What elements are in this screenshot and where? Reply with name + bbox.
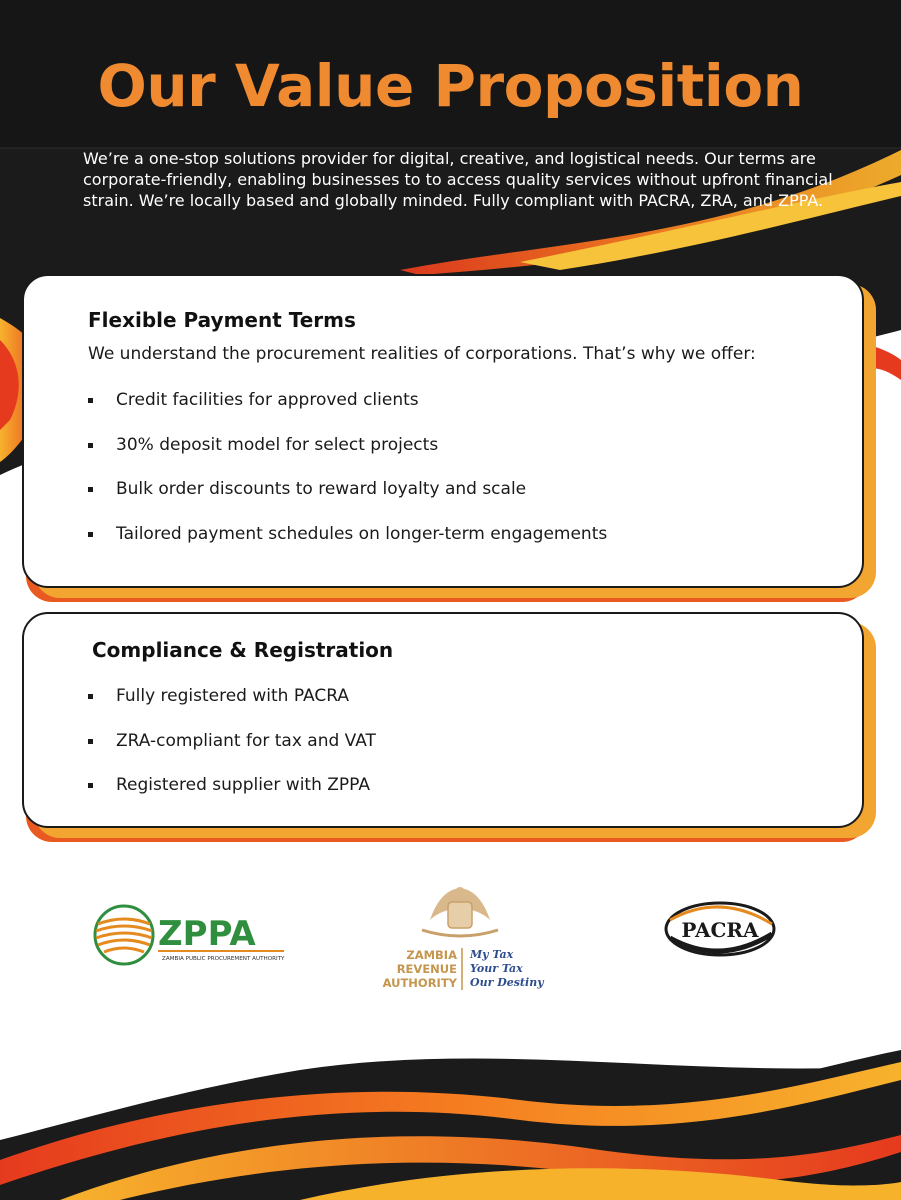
payment-terms-card: [22, 274, 864, 588]
list-item: Fully registered with PACRA: [88, 684, 376, 729]
payment-terms-heading: Flexible Payment Terms: [88, 308, 356, 332]
intro-paragraph: We’re a one-stop solutions provider for digital, creative, and logistical needs. Our terms are corporate-friendly, enabling businesses to to access quality services without upfront financial strain. We’re locally based and globally minded. Fully compliant with PACRA, ZRA, and ZPPA.: [83, 149, 833, 210]
list-item: Credit facilities for approved clients: [88, 388, 607, 433]
compliance-list: [88, 684, 376, 818]
zra-slogan-1: My Tax: [470, 948, 514, 961]
zppa-logo-subtitle: ZAMBIA PUBLIC PROCUREMENT AUTHORITY: [162, 956, 285, 962]
list-item: Tailored payment schedules on longer-term engagements: [88, 522, 607, 567]
compliance-card: [22, 612, 864, 828]
zra-slogan-2: Your Tax: [470, 962, 523, 975]
pacra-logo: [662, 898, 778, 960]
page-title: Our Value Proposition: [97, 52, 804, 120]
coat-of-arms-icon: [422, 887, 498, 936]
zppa-logo: [92, 900, 287, 970]
list-item: Bulk order discounts to reward loyalty and scale: [88, 477, 607, 522]
zra-slogan-3: Our Destiny: [470, 976, 544, 989]
payment-terms-lead: We understand the procurement realities of corporations. That’s why we offer:: [88, 344, 756, 364]
compliance-heading: Compliance & Registration: [92, 638, 394, 662]
zppa-logo-text: ZPPA: [158, 914, 256, 954]
payment-terms-list: [88, 388, 607, 566]
zra-line-1: ZAMBIA: [406, 948, 457, 962]
list-item: Registered supplier with ZPPA: [88, 773, 376, 818]
zra-line-3: AUTHORITY: [382, 976, 457, 990]
zra-line-2: REVENUE: [396, 962, 457, 976]
zra-logo: [370, 880, 545, 995]
list-item: 30% deposit model for select projects: [88, 433, 607, 478]
list-item: ZRA-compliant for tax and VAT: [88, 729, 376, 774]
pacra-logo-text: PACRA: [681, 918, 759, 942]
